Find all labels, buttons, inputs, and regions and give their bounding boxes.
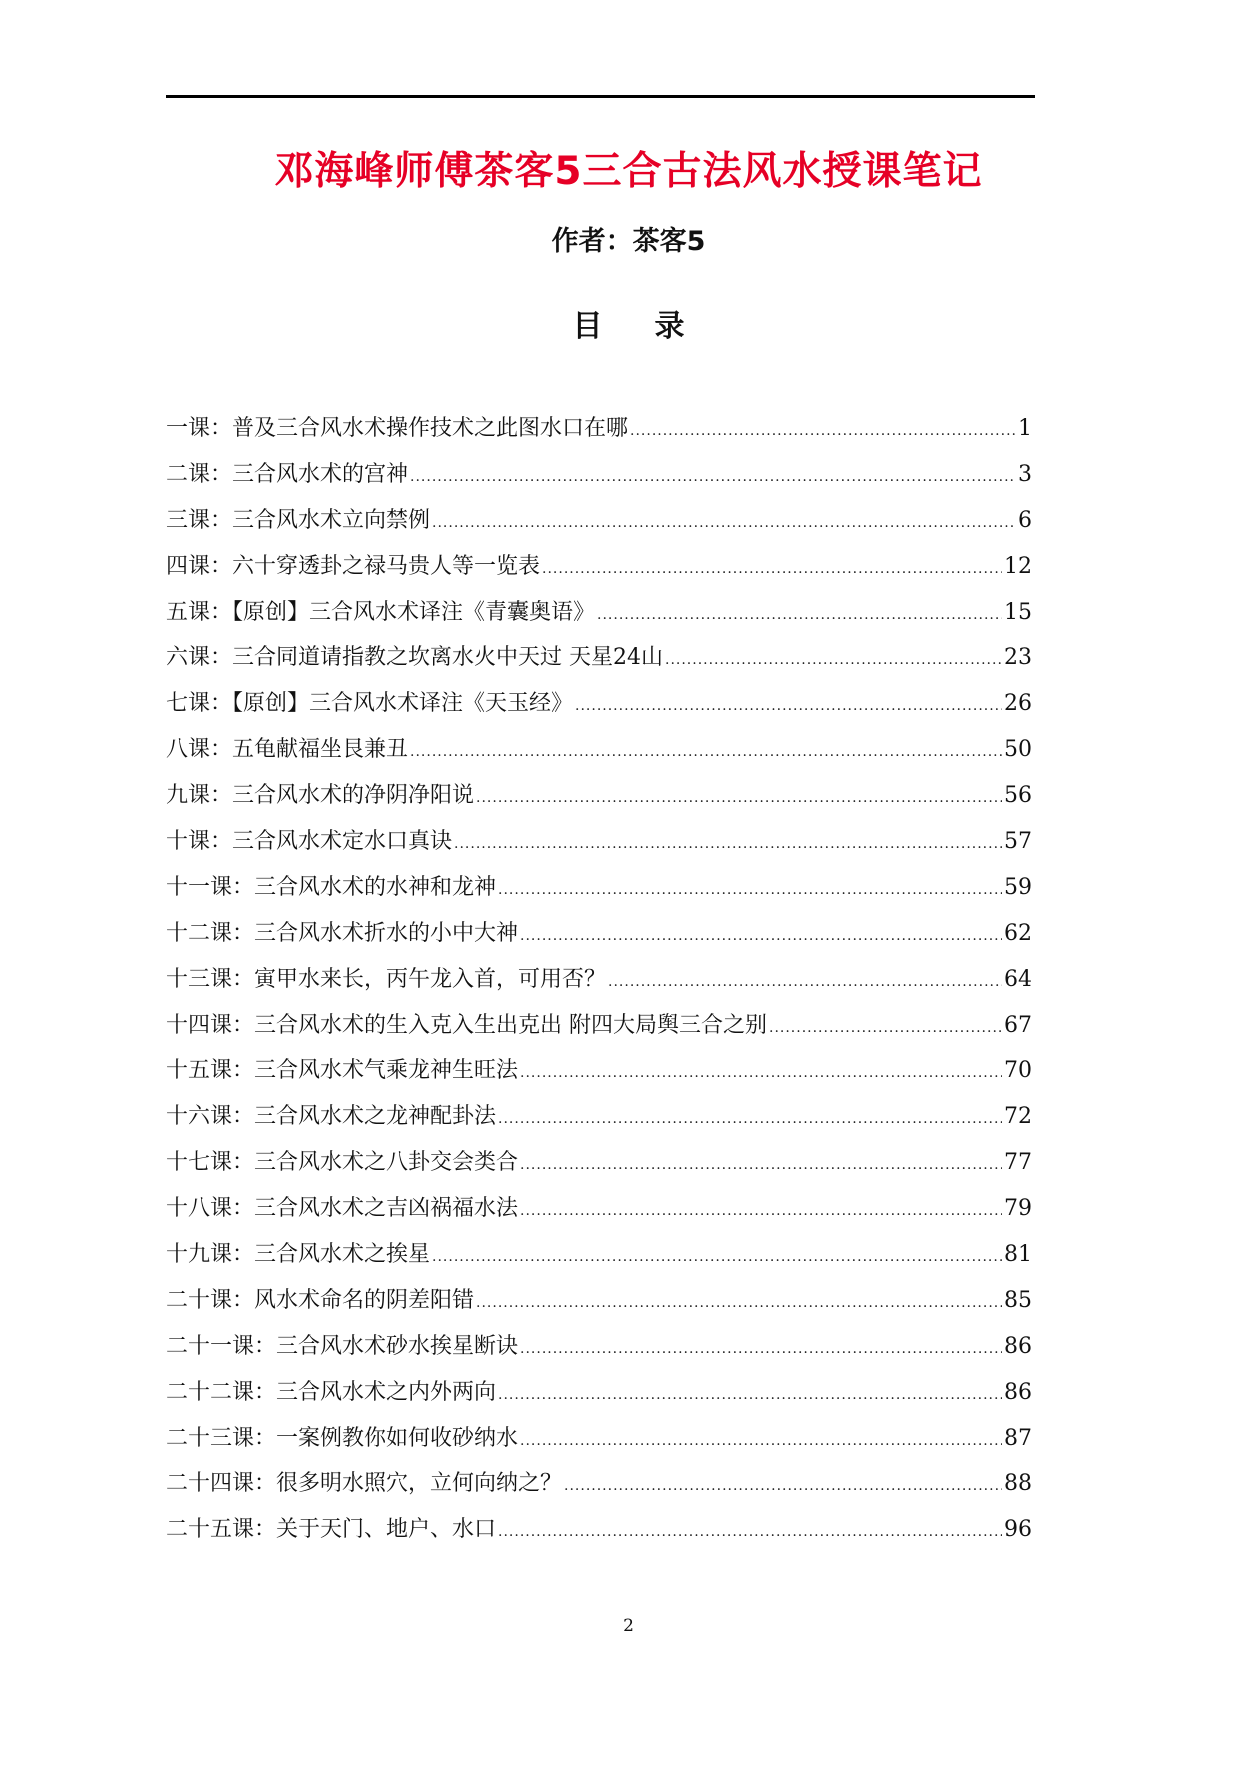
toc-entry-label: 八课：五龟献福坐艮兼丑	[166, 737, 409, 763]
toc-leader-dots	[520, 1058, 1002, 1088]
toc-entry-label: 二十五课：关于天门、地户、水口	[166, 1517, 497, 1543]
toc-heading-char-1: 目	[572, 309, 603, 344]
toc-entry-page: 6	[1018, 507, 1032, 533]
toc-entry-page: 23	[1004, 645, 1032, 671]
toc-entry-page: 81	[1004, 1242, 1032, 1268]
toc-entry[interactable]	[166, 873, 1032, 919]
toc-leader-dots	[520, 1426, 1002, 1456]
toc-entry[interactable]	[166, 1332, 1032, 1378]
toc-entry-page: 70	[1004, 1058, 1032, 1084]
toc-entry[interactable]	[166, 552, 1032, 598]
toc-leader-dots	[410, 462, 1016, 492]
toc-entry[interactable]	[166, 735, 1032, 781]
toc-leader-dots	[410, 737, 1002, 767]
toc-heading-char-2: 录	[654, 309, 685, 344]
toc-entry-label: 五课：【原创】三合风水术译注《青囊奥语》	[166, 599, 596, 625]
toc-entry-label: 十九课：三合风水术之挨星	[166, 1242, 431, 1268]
toc-leader-dots	[498, 1104, 1002, 1134]
toc-entry[interactable]	[166, 1286, 1032, 1332]
toc-entry[interactable]	[166, 781, 1032, 827]
toc-entry[interactable]	[166, 1515, 1032, 1561]
toc-entry[interactable]	[166, 1056, 1032, 1102]
toc-entry-label: 二十一课：三合风水术砂水挨星断诀	[166, 1333, 519, 1359]
toc-leader-dots	[498, 1380, 1002, 1410]
toc-entry-page: 56	[1004, 783, 1032, 809]
toc-entry-label: 四课：六十穿透卦之禄马贵人等一览表	[166, 553, 541, 579]
toc-entry-page: 15	[1004, 599, 1032, 625]
toc-leader-dots	[769, 1013, 1002, 1043]
toc-entry-label: 三课：三合风水术立向禁例	[166, 507, 431, 533]
toc-entry-page: 87	[1004, 1425, 1032, 1451]
toc-entry-page: 64	[1004, 966, 1032, 992]
toc-leader-dots	[432, 508, 1016, 538]
toc-leader-dots	[498, 875, 1002, 905]
toc-leader-dots	[564, 1471, 1002, 1501]
toc-entry[interactable]	[166, 1240, 1032, 1286]
toc-entry[interactable]	[166, 1102, 1032, 1148]
toc-entry[interactable]	[166, 598, 1032, 644]
toc-entry-page: 59	[1004, 874, 1032, 900]
toc-entry-page: 88	[1004, 1471, 1032, 1497]
toc-entry-label: 七课：【原创】三合风水术译注《天玉经》	[166, 691, 574, 717]
toc-entry[interactable]	[166, 827, 1032, 873]
toc-entry-label: 一课：普及三合风水术操作技术之此图水口在哪	[166, 416, 629, 441]
toc-entry-label: 二十三课：一案例教你如何收砂纳水	[166, 1425, 519, 1451]
toc-entry-page: 26	[1004, 691, 1032, 717]
toc-entry-label: 十三课：寅甲水来长，丙午龙入首，可用否？	[166, 966, 607, 992]
toc-leader-dots	[542, 554, 1002, 584]
toc-entry-label: 二十二课：三合风水术之内外两向	[166, 1379, 497, 1405]
toc-leader-dots	[520, 1150, 1002, 1180]
toc-leader-dots	[608, 967, 1002, 997]
toc-entry-label: 十二课：三合风水术折水的小中大神	[166, 920, 519, 946]
toc-entry-page: 62	[1004, 920, 1032, 946]
toc-entry-page: 72	[1004, 1104, 1032, 1130]
toc-entry[interactable]	[166, 506, 1032, 552]
toc-entry-page: 57	[1004, 829, 1032, 855]
toc-leader-dots	[575, 691, 1002, 721]
toc-entry-page: 77	[1004, 1150, 1032, 1176]
toc-entry[interactable]	[166, 689, 1032, 735]
toc-entry-page: 85	[1004, 1287, 1032, 1313]
page-number: 2	[623, 1616, 634, 1636]
toc-entry-page: 3	[1018, 461, 1032, 487]
toc-entry[interactable]	[166, 1424, 1032, 1470]
toc-leader-dots	[476, 1288, 1002, 1318]
toc-leader-dots	[454, 829, 1002, 859]
toc-entry[interactable]	[166, 919, 1032, 965]
toc-entry-page: 96	[1004, 1517, 1032, 1543]
toc-entry[interactable]	[166, 1378, 1032, 1424]
toc-entry-page: 86	[1004, 1379, 1032, 1405]
toc-entry-label: 二十四课：很多明水照穴，立何向纳之？	[166, 1471, 563, 1497]
toc-entry-label: 二课：三合风水术的宫神	[166, 461, 409, 487]
toc-entry[interactable]	[166, 1148, 1032, 1194]
toc-entry[interactable]	[166, 460, 1032, 506]
toc-entry-label: 九课：三合风水术的净阴净阳说	[166, 783, 475, 809]
toc-entry-label: 六课：三合同道请指教之坎离水火中天过 天星24山	[166, 645, 663, 671]
toc-entry-page: 50	[1004, 737, 1032, 763]
header-rule	[166, 95, 1035, 98]
toc-leader-dots	[520, 1196, 1002, 1226]
toc-entry-page: 12	[1004, 553, 1032, 579]
toc-entry[interactable]	[166, 1194, 1032, 1240]
toc-leader-dots	[520, 921, 1002, 951]
toc-leader-dots	[630, 416, 1016, 446]
toc-entry-label: 十课：三合风水术定水口真诀	[166, 829, 453, 855]
toc-entry[interactable]	[166, 414, 1032, 460]
toc-leader-dots	[597, 600, 1002, 630]
toc-entry[interactable]	[166, 1011, 1032, 1057]
toc-leader-dots	[432, 1242, 1002, 1272]
toc-entry-page: 1	[1018, 416, 1032, 441]
toc-entry-page: 79	[1004, 1196, 1032, 1222]
table-of-contents	[166, 414, 1032, 1561]
toc-entry-label: 十四课：三合风水术的生入克入生出克出 附四大局舆三合之别	[166, 1012, 767, 1038]
toc-entry[interactable]	[166, 1469, 1032, 1515]
toc-entry[interactable]	[166, 643, 1032, 689]
toc-leader-dots	[520, 1334, 1002, 1364]
toc-entry-page: 67	[1004, 1012, 1032, 1038]
toc-entry-label: 十七课：三合风水术之八卦交会类合	[166, 1150, 519, 1176]
document-title: 邓海峰师傅茶客5三合古法风水授课笔记	[274, 149, 983, 194]
document-author: 作者：茶客5	[551, 226, 706, 257]
toc-entry-label: 十五课：三合风水术气乘龙神生旺法	[166, 1058, 519, 1084]
toc-entry-page: 86	[1004, 1333, 1032, 1359]
toc-heading	[0, 305, 1257, 349]
toc-entry[interactable]	[166, 965, 1032, 1011]
toc-leader-dots	[498, 1517, 1002, 1547]
toc-entry-label: 十六课：三合风水术之龙神配卦法	[166, 1104, 497, 1130]
toc-entry-label: 二十课：风水术命名的阴差阳错	[166, 1287, 475, 1313]
toc-entry-label: 十八课：三合风水术之吉凶祸福水法	[166, 1196, 519, 1222]
toc-leader-dots	[665, 645, 1002, 675]
toc-leader-dots	[476, 783, 1002, 813]
toc-entry-label: 十一课：三合风水术的水神和龙神	[166, 874, 497, 900]
